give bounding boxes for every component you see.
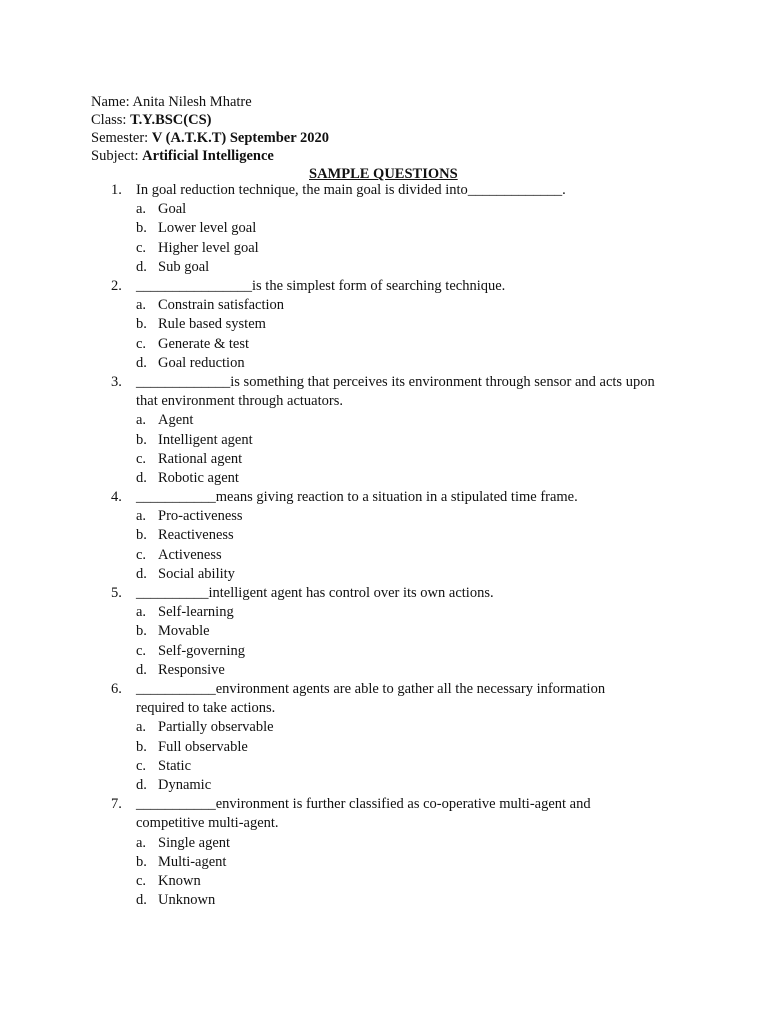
option-list — [0, 603, 770, 680]
option-list — [0, 200, 770, 277]
option-text: Single agent — [158, 834, 231, 851]
option-text: Rule based system — [158, 316, 266, 333]
option-text: Agent — [158, 412, 194, 429]
question-text — [136, 488, 656, 507]
option-letter: d. — [136, 565, 147, 582]
option-item — [0, 642, 770, 661]
option-text: Rational agent — [158, 450, 243, 467]
option-text: Lower level goal — [158, 220, 257, 237]
question-text-after-blank: means giving reaction to a situation in a stipulated time frame. — [215, 489, 578, 506]
option-item — [0, 622, 770, 641]
option-item — [0, 315, 770, 334]
option-text: Pro-activeness — [158, 508, 243, 525]
option-letter: b. — [136, 316, 147, 333]
option-letter: a. — [136, 834, 147, 851]
question-item — [0, 584, 770, 680]
subject-value: Artificial Intelligence — [142, 148, 274, 164]
answer-blank: __________ — [136, 585, 209, 602]
name-label: Name: — [91, 94, 130, 110]
option-item — [0, 239, 770, 258]
option-text: Self-learning — [158, 604, 234, 621]
option-item — [0, 450, 770, 469]
answer-blank: _____________ — [136, 373, 231, 390]
option-list — [0, 296, 770, 373]
option-text: Unknown — [158, 892, 216, 909]
question-text-after-blank: is something that perceives its environment through sensor and acts upon that environment through actuators. — [136, 373, 655, 410]
option-text: Full observable — [158, 738, 248, 755]
option-list — [0, 834, 770, 911]
option-letter: a. — [136, 412, 147, 429]
option-text: Intelligent agent — [158, 431, 253, 448]
option-text: Goal reduction — [158, 354, 245, 371]
answer-blank: ___________ — [136, 489, 216, 506]
option-item — [0, 565, 770, 584]
semester-label: Semester: — [91, 130, 149, 146]
option-list — [0, 718, 770, 795]
question-text-after-blank: . — [562, 182, 566, 198]
option-text: Dynamic — [158, 776, 212, 793]
option-letter: b. — [136, 527, 147, 544]
option-text: Robotic agent — [158, 469, 239, 486]
option-letter: b. — [136, 220, 147, 237]
option-letter: d. — [136, 258, 147, 275]
option-item — [0, 776, 770, 795]
option-letter: c. — [136, 546, 147, 563]
question-item — [0, 680, 770, 795]
option-text: Responsive — [158, 661, 225, 678]
option-text: Multi-agent — [158, 853, 227, 870]
option-text: Static — [158, 757, 192, 774]
question-text — [136, 680, 656, 718]
option-text: Constrain satisfaction — [158, 297, 285, 314]
option-text: Generate & test — [158, 335, 249, 352]
question-item — [0, 277, 770, 373]
option-letter: c. — [136, 872, 147, 889]
option-letter: a. — [136, 297, 147, 314]
option-item — [0, 661, 770, 680]
option-letter: a. — [136, 201, 147, 218]
header-subject-line — [91, 147, 274, 165]
option-item — [0, 738, 770, 757]
option-item — [0, 431, 770, 450]
question-item — [0, 181, 770, 277]
option-letter: a. — [136, 719, 147, 736]
option-letter: d. — [136, 892, 147, 909]
option-letter: c. — [136, 757, 147, 774]
option-item — [0, 757, 770, 776]
option-item — [0, 872, 770, 891]
option-letter: c. — [136, 450, 147, 467]
question-number: 3. — [111, 373, 122, 390]
option-list — [0, 507, 770, 584]
question-item — [0, 373, 770, 488]
option-item — [0, 296, 770, 315]
option-text: Goal — [158, 201, 187, 218]
answer-blank: ________________ — [136, 277, 252, 294]
option-letter: d. — [136, 469, 147, 486]
header-name-line — [91, 93, 252, 111]
option-text: Activeness — [158, 546, 222, 563]
option-letter: d. — [136, 661, 147, 678]
question-item — [0, 795, 770, 910]
option-item — [0, 891, 770, 910]
class-label: Class: — [91, 112, 127, 128]
option-letter: d. — [136, 354, 147, 371]
question-text-after-blank: intelligent agent has control over its own actions. — [208, 585, 494, 602]
option-text: Social ability — [158, 565, 235, 582]
option-item — [0, 853, 770, 872]
option-item — [0, 718, 770, 737]
option-letter: c. — [136, 642, 147, 659]
option-text: Self-governing — [158, 642, 245, 659]
option-text: Partially observable — [158, 719, 274, 736]
option-letter: b. — [136, 431, 147, 448]
question-number: 1. — [111, 182, 122, 198]
option-letter: b. — [136, 623, 147, 640]
option-item — [0, 507, 770, 526]
question-text — [136, 181, 656, 200]
option-letter: b. — [136, 738, 147, 755]
question-text — [136, 277, 656, 296]
question-number: 6. — [111, 680, 122, 697]
option-item — [0, 200, 770, 219]
option-letter: a. — [136, 508, 147, 525]
option-letter: c. — [136, 239, 147, 256]
question-text-before-blank: In goal reduction technique, the main goal is divided into — [136, 182, 468, 198]
option-item — [0, 411, 770, 430]
question-list — [0, 181, 770, 910]
question-text-after-blank: environment is further classified as co-operative multi-agent and competitive multi-agent. — [136, 796, 591, 832]
option-letter: a. — [136, 604, 147, 621]
option-item — [0, 335, 770, 354]
question-text — [136, 584, 656, 603]
header-class-line — [91, 111, 211, 129]
option-item — [0, 834, 770, 853]
option-letter: b. — [136, 853, 147, 870]
option-text: Higher level goal — [158, 239, 259, 256]
document-title: SAMPLE QUESTIONS — [309, 166, 458, 182]
question-number: 5. — [111, 585, 122, 602]
question-number: 4. — [111, 489, 122, 506]
option-item — [0, 526, 770, 545]
option-item — [0, 354, 770, 373]
option-text: Reactiveness — [158, 527, 234, 544]
question-item — [0, 488, 770, 584]
option-letter: c. — [136, 335, 147, 352]
subject-label: Subject: — [91, 148, 139, 164]
question-text-after-blank: environment agents are able to gather all the necessary information required to take actions. — [136, 680, 606, 717]
answer-blank: _____________ — [467, 182, 563, 198]
option-list — [0, 411, 770, 488]
option-item — [0, 219, 770, 238]
semester-value: V (A.T.K.T) September 2020 — [151, 130, 330, 146]
question-text-after-blank: is the simplest form of searching technique. — [252, 277, 506, 294]
question-text — [136, 795, 656, 833]
option-item — [0, 469, 770, 488]
question-number: 2. — [111, 277, 122, 294]
option-item — [0, 546, 770, 565]
question-number: 7. — [111, 796, 122, 813]
answer-blank: ___________ — [136, 796, 216, 813]
option-item — [0, 258, 770, 277]
answer-blank: ___________ — [136, 680, 216, 697]
option-item — [0, 603, 770, 622]
class-value: T.Y.BSC(CS) — [130, 112, 212, 128]
question-text — [136, 373, 656, 411]
option-text: Movable — [158, 623, 210, 640]
header-semester-line — [91, 129, 329, 147]
option-text: Sub goal — [158, 258, 210, 275]
option-letter: d. — [136, 776, 147, 793]
option-text: Known — [158, 872, 201, 889]
name-value: Anita Nilesh Mhatre — [132, 94, 252, 110]
